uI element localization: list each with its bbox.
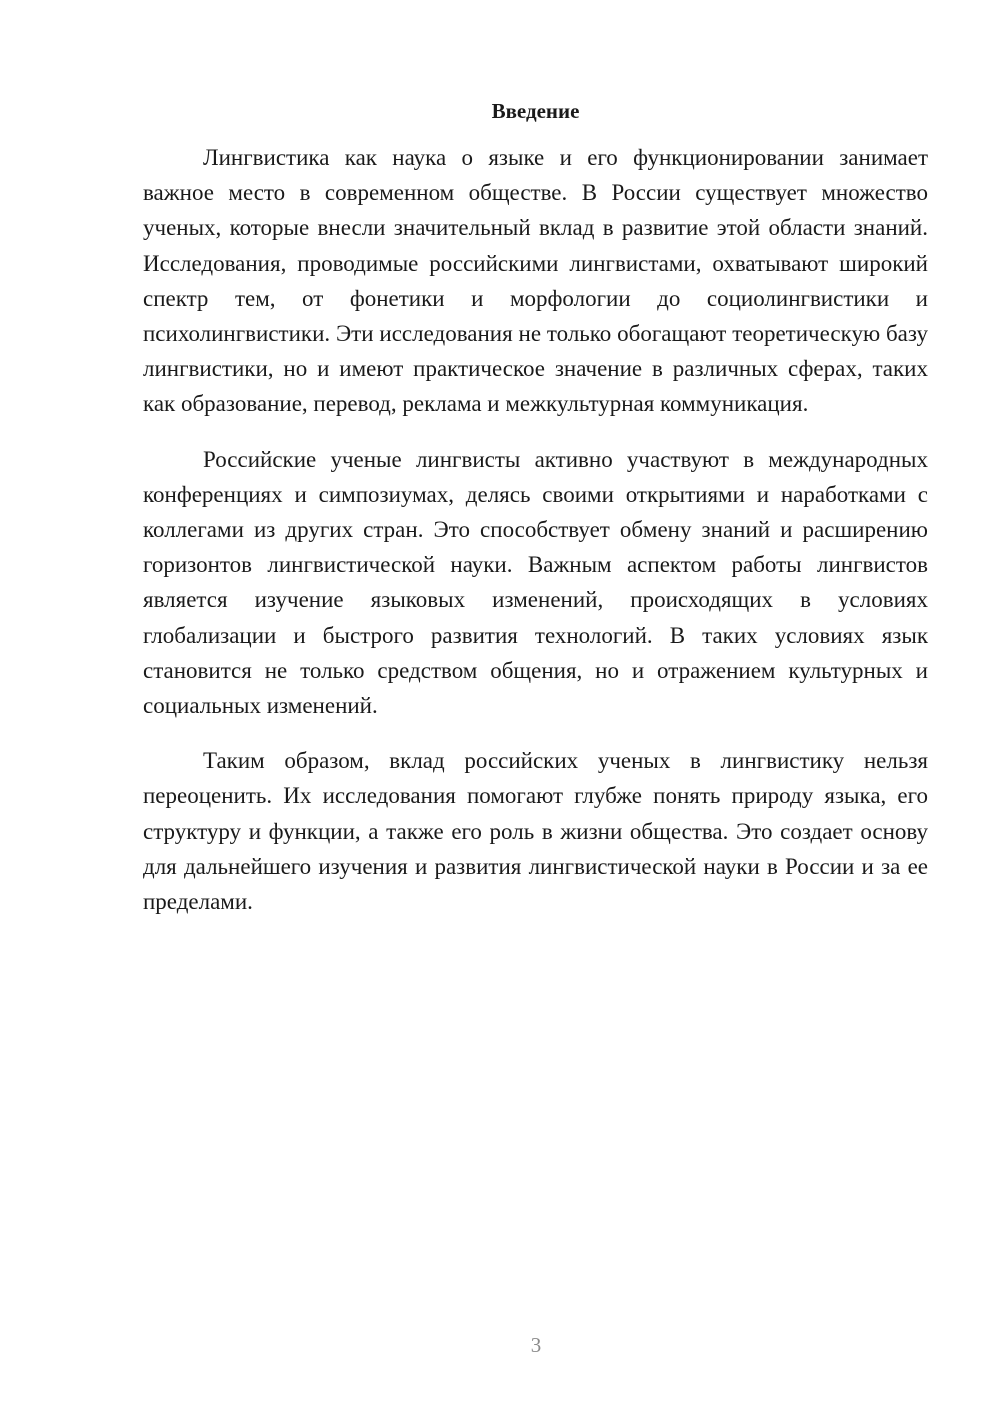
paragraph-2: Российские ученые лингвисты активно участвуют в международных конференциях и симпозиумах, делясь своими открытиями и наработками с коллегами из других стран. Это способствует обмену знаний и расширению горизонтов лингвистической науки. Важным аспектом работы лингвистов является изучение языковых изменений, происходящих в условиях глобализации и быстрого развития технологий. В таких условиях язык становится не только средством общения, но и отражением культурных и социальных изменений. [143,446,928,719]
paragraph-1: Лингвистика как наука о языке и его функционировании занимает важное место в современном обществе. В России существует множество ученых, которые внесли значительный вклад в развитие этой области знаний. Исследования, проводимые российскими лингвистами, охватывают широкий спектр тем, от фонетики и морфологии до социолингвистики и психолингвистики. Эти исследования не только обогащают теоретическую базу лингвистики, но и имеют практическое значение в различных сферах, таких как образование, перевод, реклама и межкультурная коммуникация. [143,145,928,417]
page-number: 3 [530,1333,542,1357]
section-heading [143,94,928,128]
document-body [143,94,928,919]
paragraph-3: Таким образом, вклад российских ученых в лингвистику нельзя переоценить. Их исследования помогают глубже понять природу языка, его структуру и функции, а также его роль в жизни общества. Это создает основу для дальнейшего изучения и развития лингвистической науки в России и за ее пределами. [143,748,928,915]
section-heading-text: Введение [491,99,580,123]
